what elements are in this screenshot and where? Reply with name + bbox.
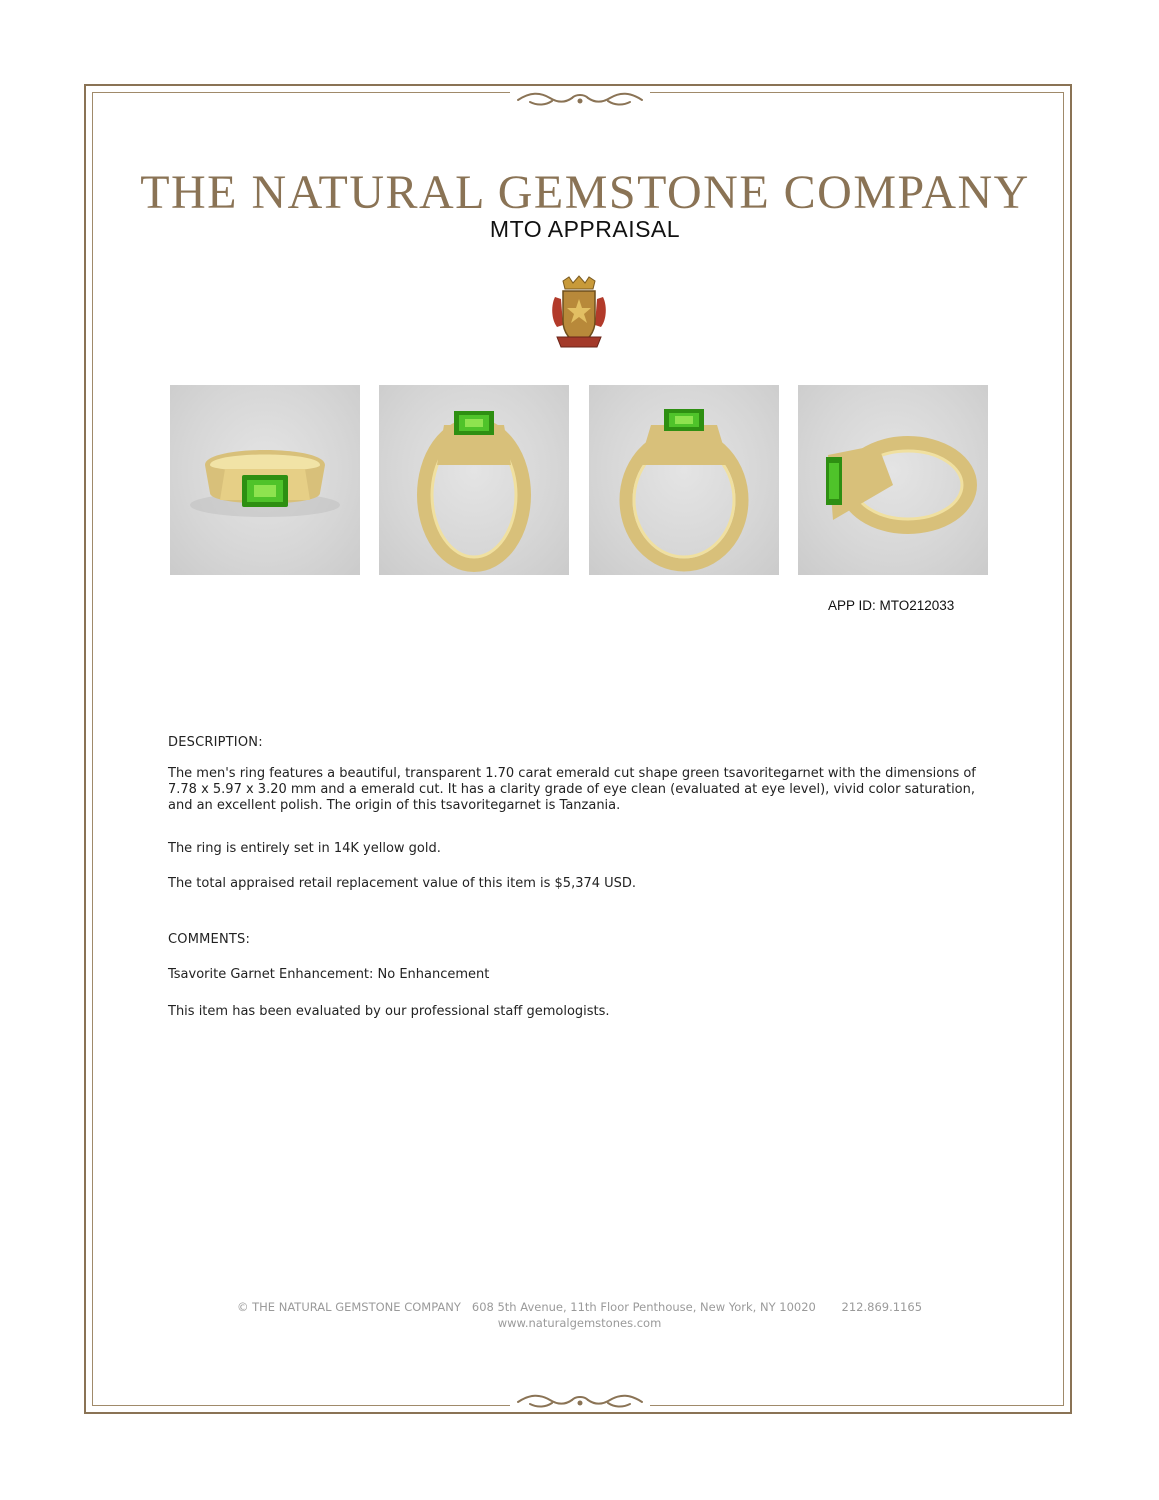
metal-text: The ring is entirely set in 14K yellow gold. <box>168 841 441 856</box>
evaluation-text: This item has been evaluated by our professional staff gemologists. <box>168 1004 610 1019</box>
bottom-ornament <box>510 1392 650 1412</box>
description-paragraph-2 <box>168 841 988 857</box>
company-title: THE NATURAL GEMSTONE COMPANY <box>140 166 1030 219</box>
footer-address-line <box>0 1300 1159 1314</box>
top-ornament <box>510 90 650 110</box>
enhancement-text: Tsavorite Garnet Enhancement: No Enhancement <box>168 967 490 982</box>
description-paragraph-3 <box>168 876 988 892</box>
footer-address: 608 5th Avenue, 11th Floor Penthouse, New York, NY 10020 <box>471 1300 816 1314</box>
ring-image-front-top <box>170 385 360 575</box>
description-heading: DESCRIPTION: <box>168 735 263 750</box>
description-section <box>168 735 988 751</box>
comments-section <box>168 932 988 948</box>
app-id: APP ID: MTO212033 <box>828 598 955 613</box>
enhancement-line <box>168 967 988 983</box>
description-text: The men's ring features a beautiful, transparent 1.70 carat emerald cut shape green tsavoritegarnet with the dimensions of 7.78 x 5.97 x 3.20 mm and a emerald cut. It has a clarity grade of eye clean (evaluated at eye level), vivid color saturation, and an excellent polish. The origin of this tsavoritegarnet is Tanzania. <box>168 766 976 813</box>
ring-image-side <box>798 385 988 575</box>
evaluation-line <box>168 1004 988 1020</box>
footer-phone: 212.869.1165 <box>841 1300 923 1314</box>
comments-heading: COMMENTS: <box>168 932 251 947</box>
ring-image-front <box>589 385 779 575</box>
footer-copyright: © THE NATURAL GEMSTONE COMPANY <box>236 1300 461 1314</box>
footer-website-line <box>0 1316 1159 1330</box>
crest-logo <box>549 275 609 355</box>
description-paragraph-1 <box>168 766 988 814</box>
footer-website-link[interactable]: www.naturalgemstones.com <box>497 1316 662 1330</box>
ring-image-angled <box>379 385 569 575</box>
value-text: The total appraised retail replacement value of this item is $5,374 USD. <box>168 876 637 891</box>
document-subtitle: MTO APPRAISAL <box>489 216 681 242</box>
